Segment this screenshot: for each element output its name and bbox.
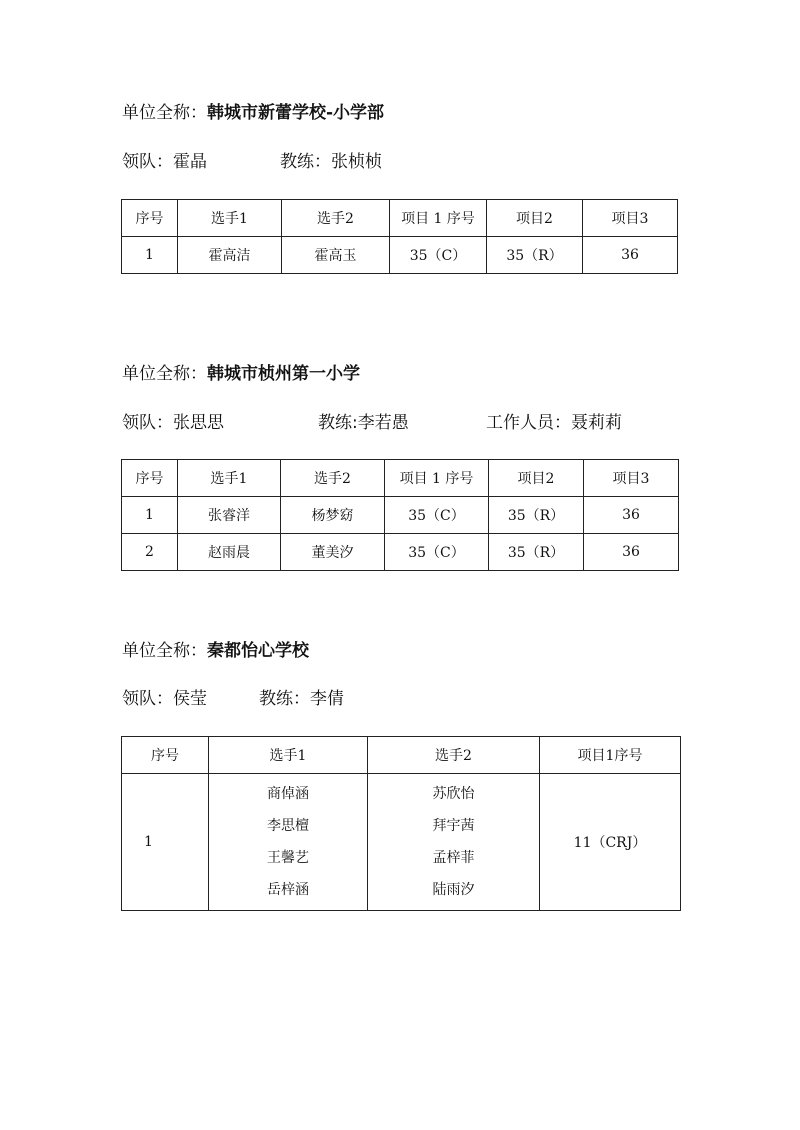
- entry-table: [121, 459, 679, 571]
- table-header-row: [122, 200, 678, 237]
- list-item: 商倬涵: [267, 786, 309, 802]
- table-cell: 35（R）: [489, 497, 584, 534]
- header-cell: 序号: [122, 200, 178, 237]
- table-cell: 35（C）: [385, 534, 489, 571]
- leader-text: 领队：侯莹: [122, 689, 207, 709]
- table-row: [122, 774, 681, 911]
- header-cell: 选手1: [209, 737, 368, 774]
- list-item: 岳梓涵: [267, 882, 309, 898]
- unit-name: 秦都怡心学校: [207, 641, 309, 661]
- list-item: 苏欣怡: [432, 786, 475, 802]
- list-item: 拜宇茜: [432, 818, 475, 834]
- player1-list: [209, 774, 368, 911]
- table-row: [122, 237, 678, 274]
- table-header-row: [122, 737, 681, 774]
- table-row: [122, 497, 679, 534]
- table-row: [122, 534, 679, 571]
- header-cell: 项目2: [487, 200, 583, 237]
- leader-text: 领队：张思思: [122, 413, 224, 433]
- unit-label: 单位全称：: [122, 641, 207, 661]
- coach-text: 教练:李若愚: [318, 413, 409, 433]
- player2-list: [368, 774, 540, 911]
- coach-text: 教练：李倩: [259, 689, 344, 709]
- table-cell: 36: [583, 237, 678, 274]
- staff-member-text: 工作人员：聂莉莉: [486, 413, 622, 433]
- unit-name: 韩城市新蕾学校-小学部: [207, 103, 385, 123]
- table-cell: 36: [584, 497, 679, 534]
- header-cell: 选手2: [281, 460, 385, 497]
- header-cell: 项目1序号: [540, 737, 681, 774]
- header-cell: 序号: [122, 460, 178, 497]
- header-cell: 项目3: [584, 460, 679, 497]
- table-header-row: [122, 460, 679, 497]
- header-cell: 项目3: [583, 200, 678, 237]
- table-cell: 36: [584, 534, 679, 571]
- list-item: 李思檀: [267, 818, 309, 834]
- table-cell: 1: [122, 497, 178, 534]
- table-cell: 赵雨晨: [178, 534, 281, 571]
- list-item: 孟梓菲: [432, 850, 475, 866]
- header-cell: 选手1: [178, 200, 282, 237]
- header-cell: 选手2: [368, 737, 540, 774]
- unit-name: 韩城市桢州第一小学: [207, 364, 360, 384]
- entry-table: [121, 736, 681, 911]
- header-cell: 选手1: [178, 460, 281, 497]
- table-cell: 35（C）: [390, 237, 487, 274]
- table-cell: 1: [122, 774, 209, 911]
- list-item: 王馨艺: [267, 850, 309, 866]
- table-cell: 35（R）: [487, 237, 583, 274]
- table-cell: 董美汐: [281, 534, 385, 571]
- table-cell: 霍高洁: [178, 237, 282, 274]
- unit-line: [122, 636, 309, 661]
- entry-table: [121, 199, 678, 274]
- leader-text: 领队：霍晶: [122, 152, 207, 172]
- table-cell: 霍高玉: [282, 237, 390, 274]
- header-cell: 项目 1 序号: [385, 460, 489, 497]
- coach-text: 教练：张桢桢: [280, 152, 382, 172]
- unit-line: [122, 359, 360, 384]
- header-cell: 项目2: [489, 460, 584, 497]
- table-cell: 1: [122, 237, 178, 274]
- header-cell: 项目 1 序号: [390, 200, 487, 237]
- table-cell: 35（R）: [489, 534, 584, 571]
- table-cell: 2: [122, 534, 178, 571]
- table-cell: 杨梦窈: [281, 497, 385, 534]
- table-cell: 35（C）: [385, 497, 489, 534]
- header-cell: 选手2: [282, 200, 390, 237]
- table-cell: 张睿洋: [178, 497, 281, 534]
- header-cell: 序号: [122, 737, 209, 774]
- unit-label: 单位全称：: [122, 364, 207, 384]
- unit-label: 单位全称：: [122, 103, 207, 123]
- list-item: 陆雨汐: [432, 882, 475, 898]
- unit-line: [122, 98, 384, 123]
- table-cell: 11（CRJ）: [540, 774, 681, 911]
